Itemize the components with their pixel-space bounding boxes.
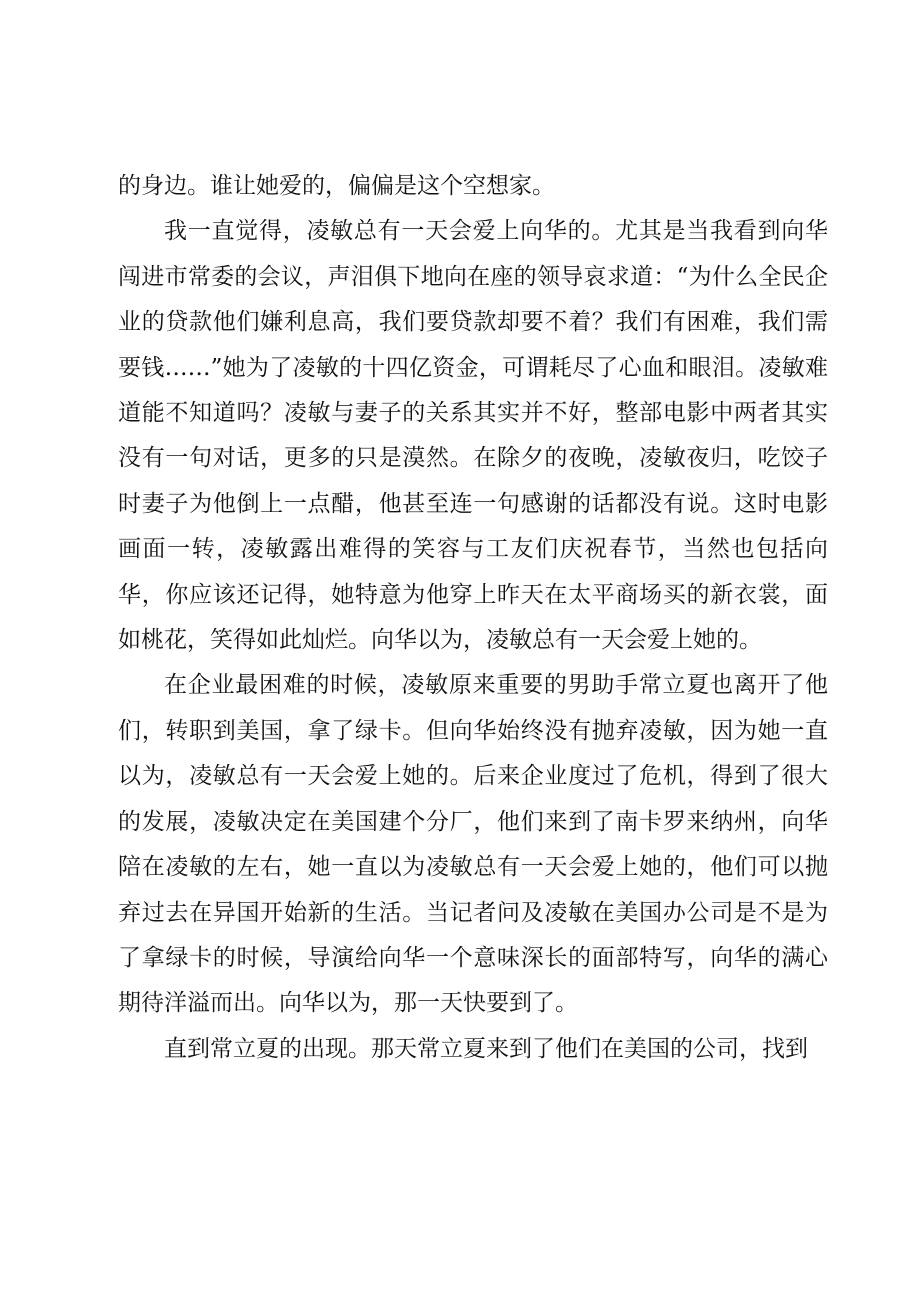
document-page	[118, 164, 828, 1072]
paragraph-2: 我一直觉得，凌敏总有一天会爱上向华的。尤其是当我看到向华闯进市常委的会议，声泪俱下地向在座的领导哀求道：“为什么全民企业的贷款他们嫌利息高，我们要贷款却要不着？我们有困难，我们需要钱……”她为了凌敏的十四亿资金，可谓耗尽了心血和眼泪。凌敏难道能不知道吗？凌敏与妻子的关系其实并不好，整部电影中两者其实没有一句对话，更多的只是漠然。在除夕的夜晚，凌敏夜归，吃饺子时妻子为他倒上一点醋，他甚至连一句感谢的话都没有说。这时电影画面一转，凌敏露出难得的笑容与工友们庆祝春节，当然也包括向华，你应该还记得，她特意为他穿上昨天在太平商场买的新衣裳，面如桃花，笑得如此灿烂。向华以为，凌敏总有一天会爱上她的。	[118, 218, 828, 654]
paragraph-1: 的身边。谁让她爱的，偏偏是这个空想家。	[118, 173, 555, 199]
paragraph-4: 直到常立夏的出现。那天常立夏来到了他们在美国的公司，找到	[164, 1035, 808, 1062]
paragraph-3: 在企业最困难的时候，凌敏原来重要的男助手常立夏也离开了他们，转职到美国，拿了绿卡。但向华始终没有抛弃凌敏，因为她一直以为，凌敏总有一天会爱上她的。后来企业度过了危机，得到了很大的发展，凌敏决定在美国建个分厂，他们来到了南卡罗来纳州，向华陪在凌敏的左右，她一直以为凌敏总有一天会爱上她的，他们可以抛弃过去在异国开始新的生活。当记者问及凌敏在美国办公司是不是为了拿绿卡的时候，导演给向华一个意味深长的面部特写，向华的满心期待洋溢而出。向华以为，那一天快要到了。	[118, 672, 828, 1017]
